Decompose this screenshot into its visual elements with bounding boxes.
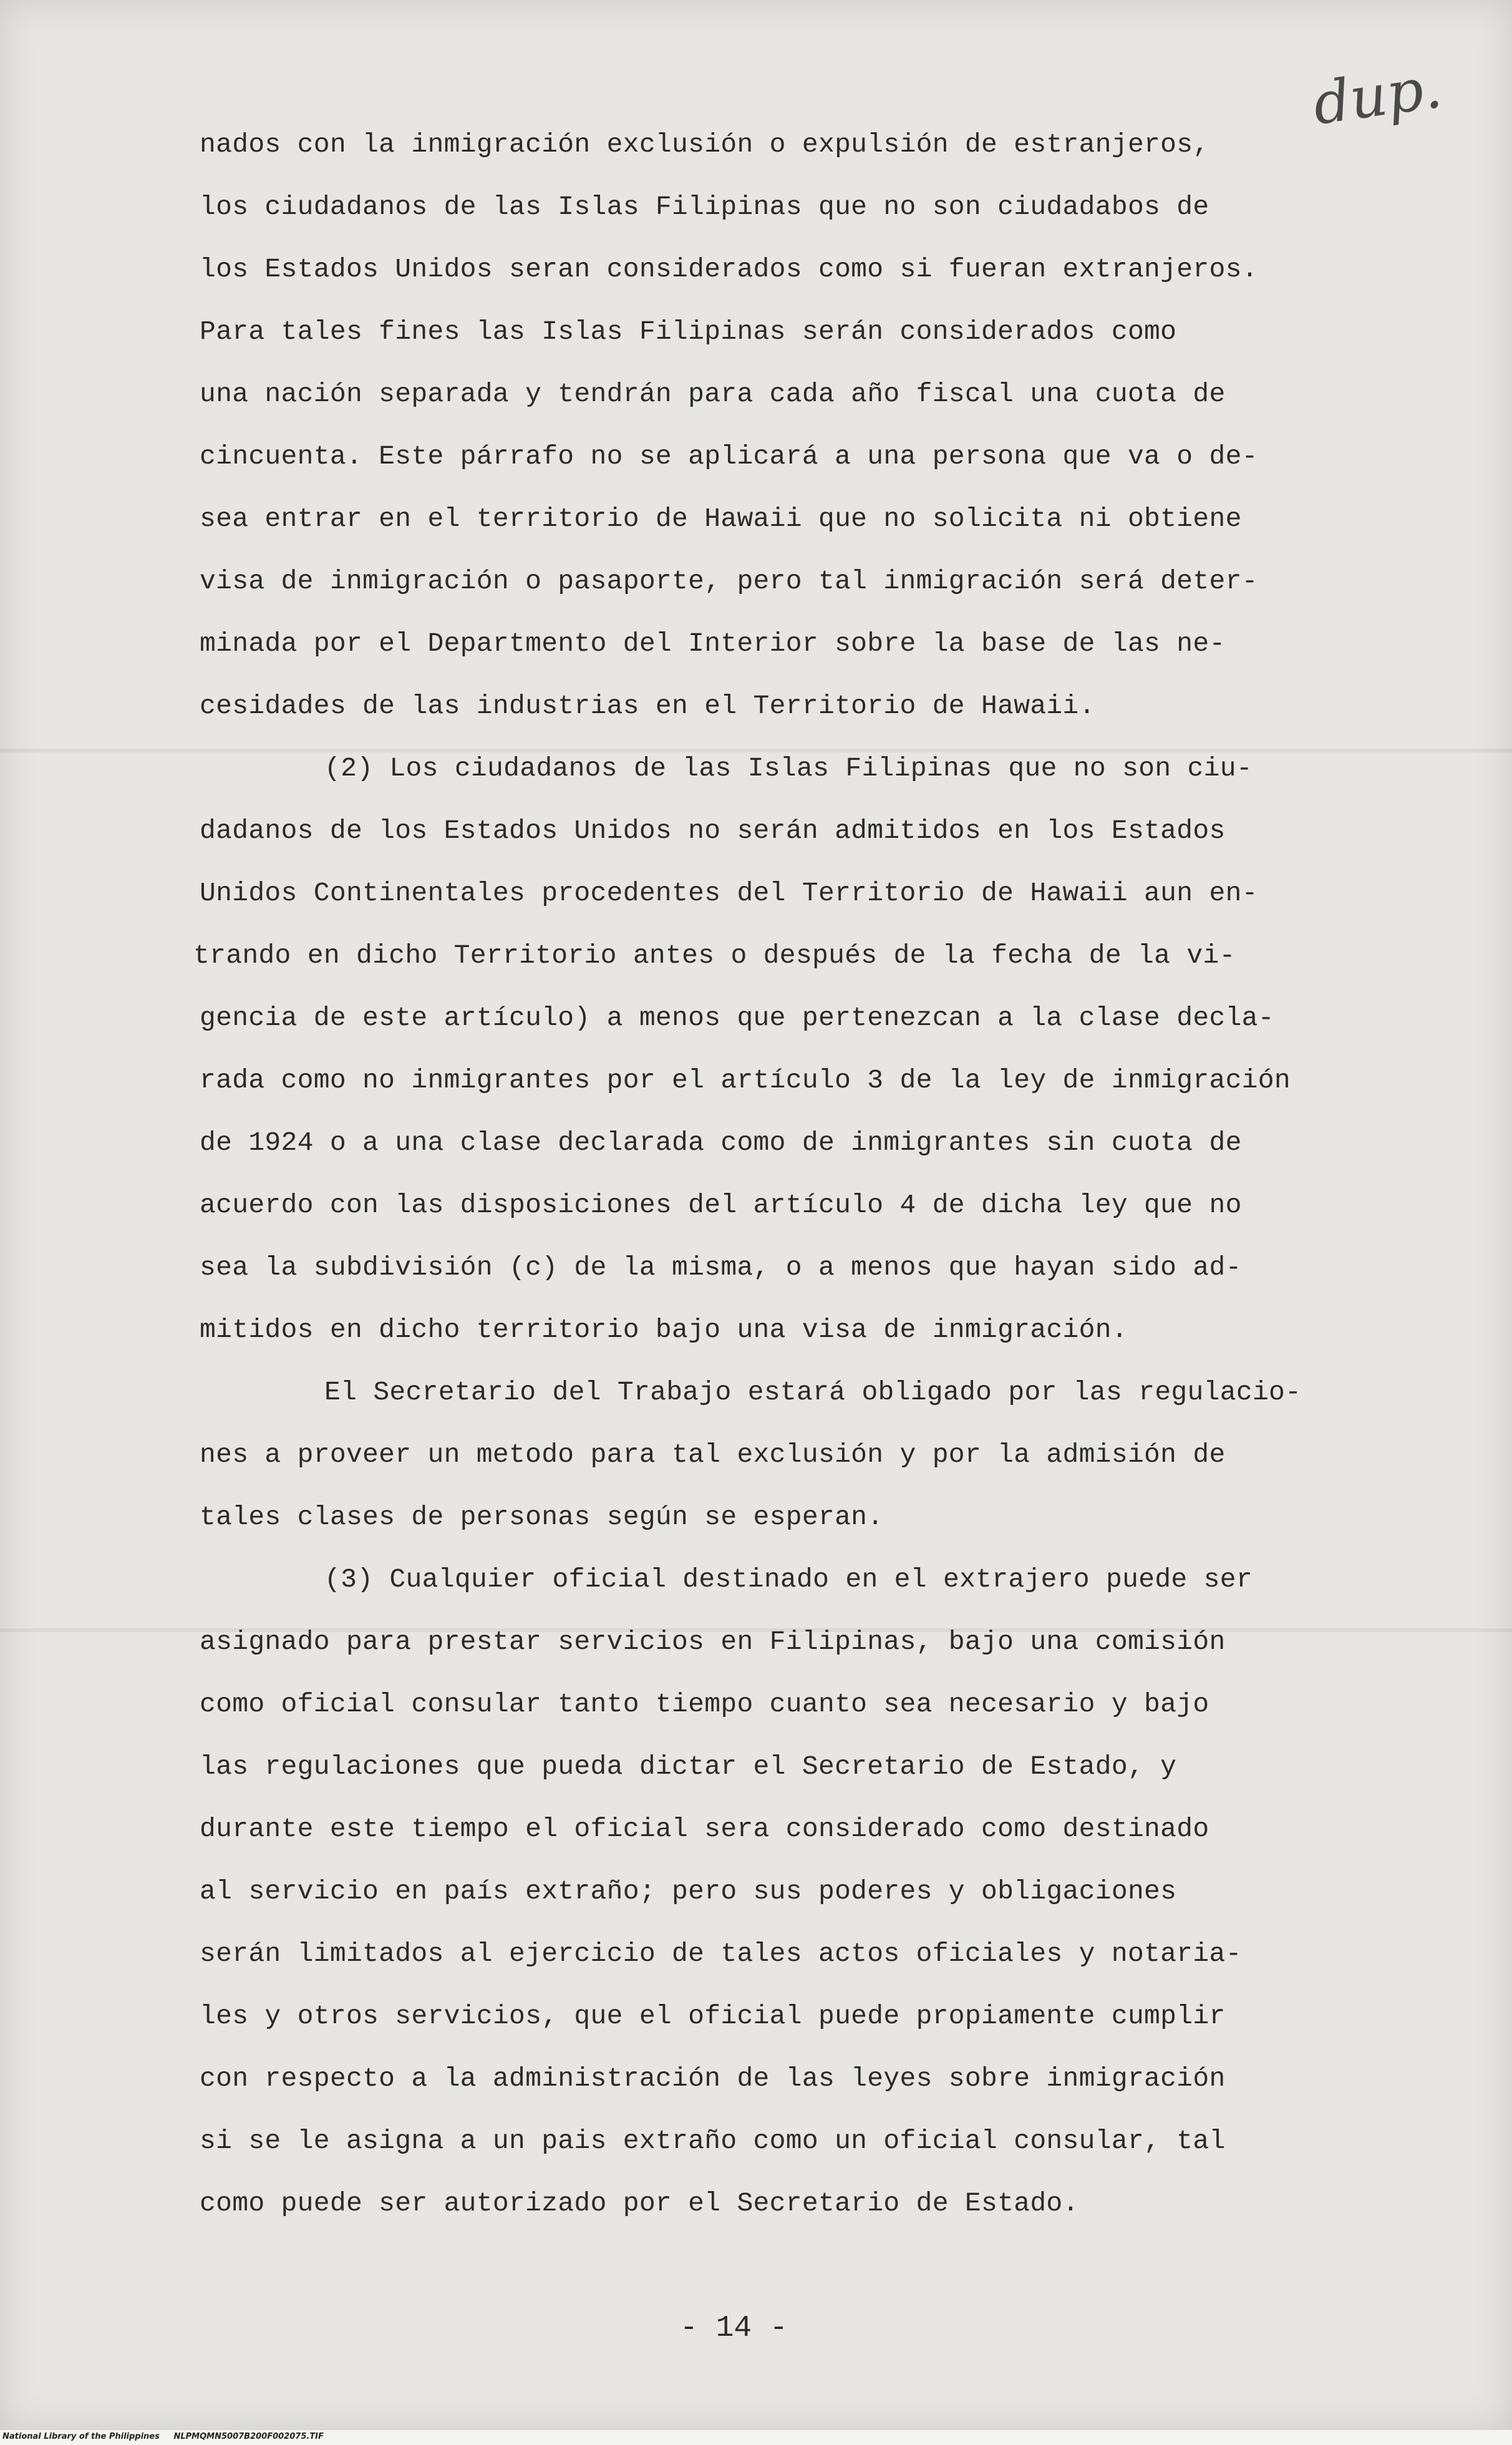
text-line: minada por el Departmento del Interior sobre la base de las ne- bbox=[200, 628, 1226, 659]
text-line: trando en dicho Territorio antes o después de la fecha de la vi- bbox=[193, 940, 1236, 971]
text-line: de 1924 o a una clase declarada como de inmigrantes sin cuota de bbox=[200, 1127, 1242, 1158]
page-number: - 14 - bbox=[680, 2311, 788, 2345]
text-line: sea la subdivisión (c) de la misma, o a menos que hayan sido ad- bbox=[200, 1252, 1242, 1283]
text-line: El Secretario del Trabajo estará obligado por las regulacio- bbox=[324, 1377, 1302, 1407]
text-line: durante este tiempo el oficial sera considerado como destinado bbox=[200, 1814, 1209, 1844]
text-line: acuerdo con las disposiciones del artículo 4 de dicha ley que no bbox=[200, 1190, 1242, 1220]
text-line: les y otros servicios, que el oficial puede propiamente cumplir bbox=[200, 2001, 1226, 2031]
text-line: sea entrar en el territorio de Hawaii que no solicita ni obtiene bbox=[200, 503, 1242, 534]
text-line: Unidos Continentales procedentes del Territorio de Hawaii aun en- bbox=[200, 878, 1258, 908]
text-line: dadanos de los Estados Unidos no serán admitidos en los Estados bbox=[200, 815, 1226, 846]
text-line: una nación separada y tendrán para cada año fiscal una cuota de bbox=[200, 379, 1226, 409]
text-line: como puede ser autorizado por el Secretario de Estado. bbox=[200, 2188, 1079, 2219]
text-line: gencia de este artículo) a menos que pertenezcan a la clase decla- bbox=[200, 1003, 1274, 1033]
text-line: nados con la inmigración exclusión o expulsión de estranjeros, bbox=[200, 129, 1209, 160]
text-line: cesidades de las industrias en el Territorio de Hawaii. bbox=[200, 691, 1095, 721]
text-line: nes a proveer un metodo para tal exclusión y por la admisión de bbox=[200, 1439, 1226, 1470]
text-line: Para tales fines las Islas Filipinas serán considerados como bbox=[200, 316, 1177, 347]
text-line: (2) Los ciudadanos de las Islas Filipinas que no son ciu- bbox=[324, 753, 1253, 784]
text-line: las regulaciones que pueda dictar el Secretario de Estado, y bbox=[200, 1751, 1177, 1782]
text-line: los Estados Unidos seran considerados como si fueran extranjeros. bbox=[200, 254, 1258, 284]
text-line: visa de inmigración o pasaporte, pero tal inmigración será deter- bbox=[200, 566, 1258, 596]
text-line: (3) Cualquier oficial destinado en el extrajero puede ser bbox=[324, 1564, 1253, 1595]
text-line: como oficial consular tanto tiempo cuanto sea necesario y bajo bbox=[200, 1689, 1209, 1719]
text-line: mitidos en dicho territorio bajo una visa de inmigración. bbox=[200, 1315, 1128, 1345]
text-line: rada como no inmigrantes por el artículo 3 de la ley de inmigración bbox=[200, 1065, 1291, 1096]
handwritten-annotation: dup. bbox=[1309, 54, 1446, 138]
text-line: serán limitados al ejercicio de tales actos oficiales y notaria- bbox=[200, 1938, 1242, 1969]
text-line: asignado para prestar servicios en Filipinas, bajo una comisión bbox=[200, 1626, 1226, 1657]
scan-footer-caption: National Library of the Philippines NLPMQMN5007B200F002075.TIF bbox=[2, 2432, 324, 2441]
text-line: si se le asigna a un pais extraño como un oficial consular, tal bbox=[200, 2126, 1226, 2156]
text-line: con respecto a la administración de las leyes sobre inmigración bbox=[200, 2063, 1226, 2094]
text-line: tales clases de personas según se esperan. bbox=[200, 1502, 884, 1532]
text-line: cincuenta. Este párrafo no se aplicará a una persona que va o de- bbox=[200, 441, 1258, 472]
text-line: al servicio en país extraño; pero sus poderes y obligaciones bbox=[200, 1876, 1177, 1907]
text-line: los ciudadanos de las Islas Filipinas que no son ciudadabos de bbox=[200, 192, 1209, 222]
